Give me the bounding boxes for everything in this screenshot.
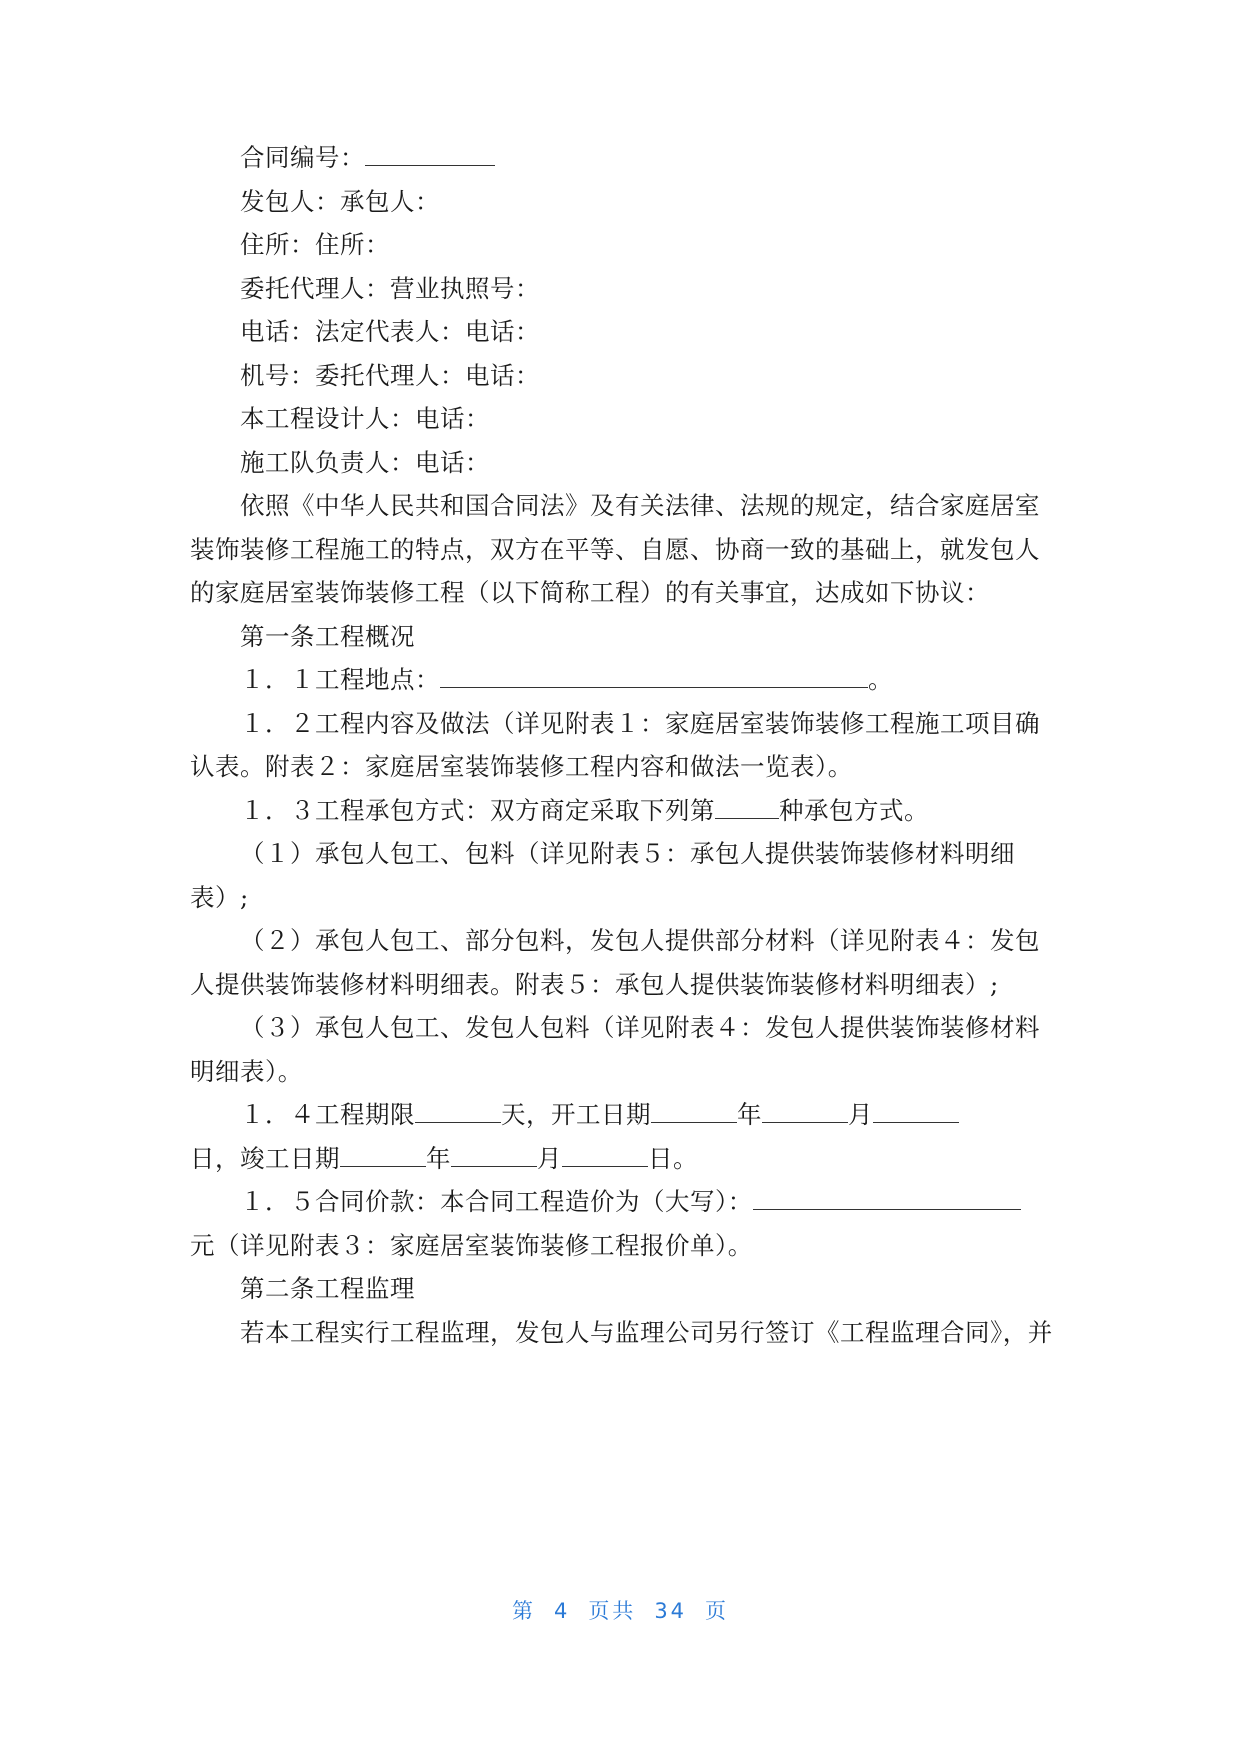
article1-title: 第一条工程概况 [240, 622, 415, 651]
parties-line: 发包人：承包人： [240, 187, 440, 216]
blank-line [451, 1144, 537, 1167]
item-1-4-line-1 [240, 1100, 1120, 1130]
footer-middle: 页共 [588, 1599, 637, 1623]
option-1-line-1: （１）承包人包工、包料（详见附表５：承包人提供装饰装修材料明细 [240, 839, 1015, 868]
mobile-agent-line: 机号：委托代理人：电话： [240, 361, 540, 390]
article2-title: 第二条工程监理 [240, 1274, 415, 1303]
page-footer [0, 1595, 1241, 1625]
item-1-1-end: 。 [868, 665, 893, 694]
item-1-2-line-1: １．２工程内容及做法（详见附表１：家庭居室装饰装修工程施工项目确 [240, 709, 1040, 738]
contract-number-label: 合同编号： [240, 143, 365, 172]
intro-line-3: 的家庭居室装饰装修工程（以下简称工程）的有关事宜，达成如下协议： [190, 578, 990, 607]
item-1-5-line-2: 元（详见附表３：家庭居室装饰装修工程报价单）。 [190, 1231, 753, 1260]
intro-line-2: 装饰装修工程施工的特点，双方在平等、自愿、协商一致的基础上，就发包人 [190, 535, 1040, 564]
item-1-4-line-2 [190, 1144, 1070, 1174]
item-1-4-text: 年 [426, 1144, 451, 1173]
option-3-line-2: 明细表）。 [190, 1057, 303, 1086]
blank-line [762, 1100, 848, 1123]
blank-line [415, 1100, 501, 1123]
blank-line [562, 1144, 648, 1167]
blank-line [340, 1144, 426, 1167]
item-1-4-text: 日，竣工日期 [190, 1144, 340, 1173]
footer-total-pages: 34 [654, 1599, 688, 1623]
footer-page-number: 4 [553, 1599, 571, 1623]
option-3-line-1: （３）承包人包工、发包人包料（详见附表４：发包人提供装饰装修材料 [240, 1013, 1040, 1042]
blank-line [651, 1100, 737, 1123]
address-line: 住所：住所： [240, 230, 390, 259]
footer-prefix: 第 [511, 1599, 536, 1623]
option-1-line-2: 表）; [190, 883, 249, 912]
item-1-1 [240, 665, 1120, 695]
item-1-4-text: 日。 [648, 1144, 698, 1173]
agent-license-line: 委托代理人：营业执照号： [240, 274, 540, 303]
item-1-3-text-b: 种承包方式。 [779, 796, 929, 825]
contract-number [240, 143, 1120, 173]
intro-line-1: 依照《中华人民共和国合同法》及有关法律、法规的规定，结合家庭居室 [240, 491, 1040, 520]
blank-line [753, 1187, 1021, 1210]
blank-line [873, 1100, 959, 1123]
blank-line [365, 143, 495, 166]
item-1-4-text: 年 [737, 1100, 762, 1129]
item-1-1-label: １．１工程地点： [240, 665, 440, 694]
option-2-line-1: （２）承包人包工、部分包料，发包人提供部分材料（详见附表４：发包 [240, 926, 1040, 955]
option-2-line-2: 人提供装饰装修材料明细表。附表５：承包人提供装饰装修材料明细表）; [190, 970, 999, 999]
item-1-5-text: １．５合同价款：本合同工程造价为（大写）： [240, 1187, 753, 1216]
designer-line: 本工程设计人：电话： [240, 404, 490, 433]
blank-line [440, 665, 868, 688]
team-leader-line: 施工队负责人：电话： [240, 448, 490, 477]
article2-text: 若本工程实行工程监理，发包人与监理公司另行签订《工程监理合同》，并 [240, 1318, 1053, 1347]
phone-rep-line: 电话：法定代表人：电话： [240, 317, 540, 346]
item-1-4-text: １．４工程期限 [240, 1100, 415, 1129]
item-1-3-text-a: １．３工程承包方式：双方商定采取下列第 [240, 796, 715, 825]
item-1-3 [240, 796, 1120, 826]
item-1-4-text: 天，开工日期 [501, 1100, 651, 1129]
footer-suffix: 页 [705, 1599, 730, 1623]
item-1-5-line-1 [240, 1187, 1120, 1217]
blank-line [715, 796, 779, 819]
item-1-2-line-2: 认表。附表２：家庭居室装饰装修工程内容和做法一览表）。 [190, 752, 853, 781]
item-1-4-text: 月 [848, 1100, 873, 1129]
item-1-4-text: 月 [537, 1144, 562, 1173]
